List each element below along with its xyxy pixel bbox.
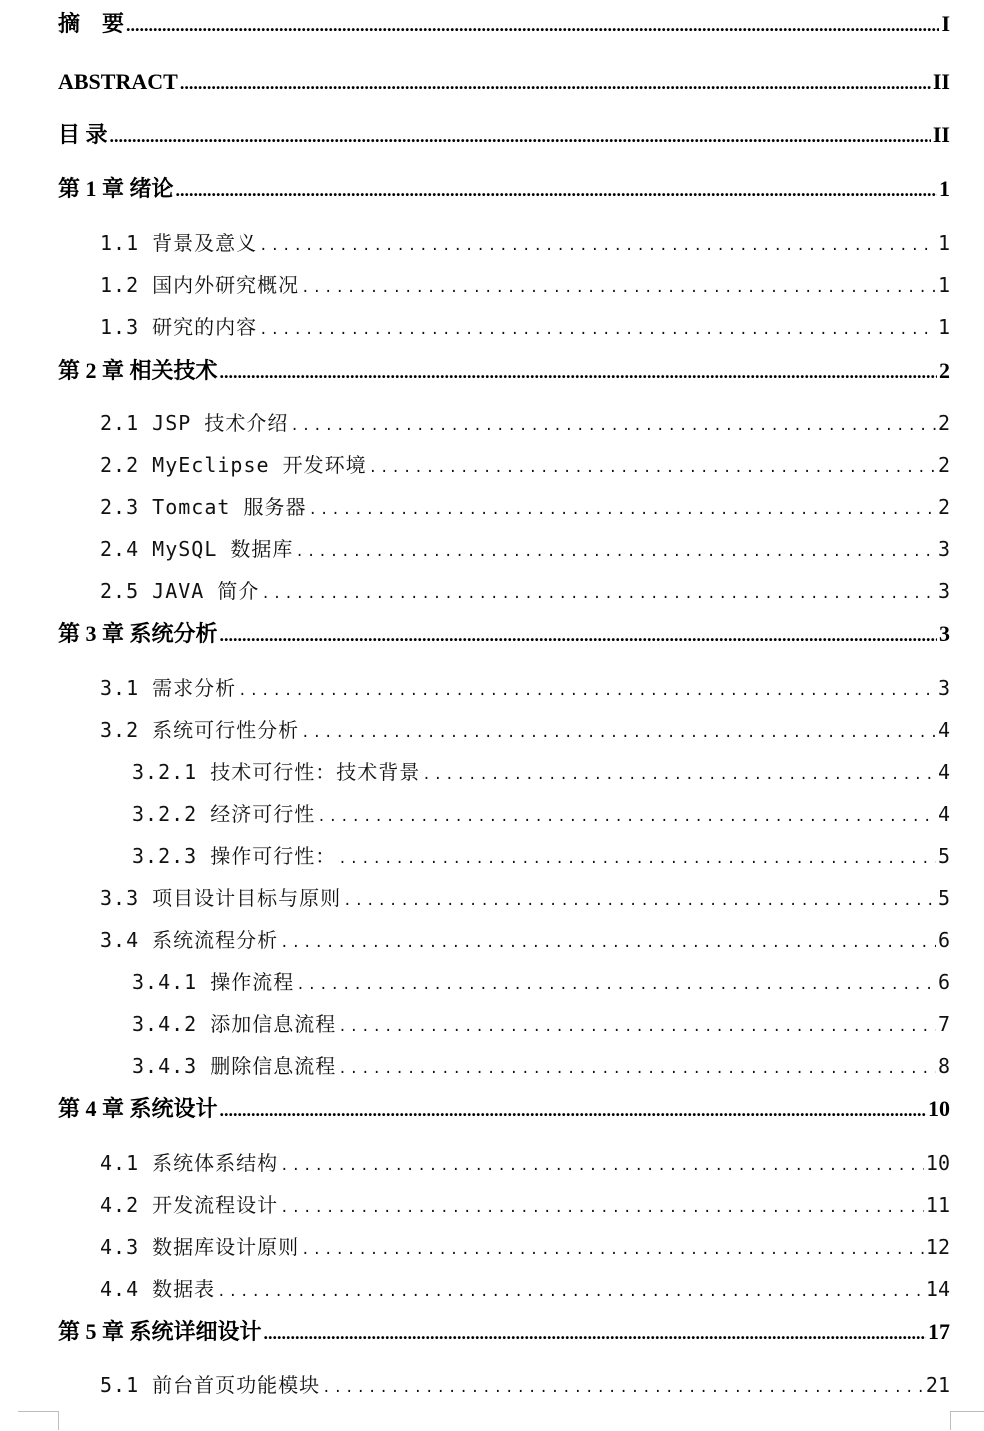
toc-page-number: 1: [937, 315, 950, 339]
toc-label: 2.1 JSP 技术介绍: [100, 411, 289, 435]
toc-entry-3-4-1: [132, 968, 950, 996]
dot-leader: [259, 316, 936, 344]
dot-leader: [264, 1319, 926, 1347]
toc-entry-contents: [58, 121, 950, 149]
toc-page-number: 2: [937, 411, 950, 435]
dot-leader: [280, 1152, 924, 1180]
dot-leader: [180, 69, 931, 97]
toc-entry-3-2-1: [132, 758, 950, 786]
toc-entry-chapter-1: [58, 175, 950, 203]
toc-entry-chapter-5: [58, 1318, 950, 1346]
toc-label: 3.2.1 技术可行性：技术背景: [132, 760, 421, 784]
toc-entry-abstract-cn: [58, 10, 950, 38]
toc-entry-3-1: [100, 674, 950, 702]
dot-leader: [301, 719, 936, 747]
toc-page-number: 3: [937, 676, 950, 700]
dot-leader: [110, 122, 931, 150]
toc-entry-chapter-3: [58, 620, 950, 648]
toc-label: 4.3 数据库设计原则: [100, 1235, 300, 1259]
dot-leader: [338, 845, 936, 873]
toc-page-number: 1: [937, 273, 950, 297]
toc-entry-5-1: [100, 1371, 950, 1399]
toc-label: 5.1 前台首页功能模块: [100, 1373, 321, 1397]
toc-page-number: II: [932, 69, 950, 94]
dot-leader: [259, 232, 936, 260]
dot-leader: [369, 454, 936, 482]
toc-label: 第 4 章 系统设计: [58, 1096, 218, 1121]
toc-label: 4.2 开发流程设计: [100, 1193, 279, 1217]
toc-label: 3.4.1 操作流程: [132, 970, 295, 994]
toc-label: 第 5 章 系统详细设计: [58, 1319, 262, 1344]
dot-leader: [301, 1236, 924, 1264]
toc-label: 3.2.2 经济可行性: [132, 802, 316, 826]
page-corner-mark-right: [950, 1411, 984, 1430]
toc-label: 第 3 章 系统分析: [58, 621, 218, 646]
toc-entry-2-2: [100, 451, 950, 479]
toc-label: 2.4 MySQL 数据库: [100, 537, 294, 561]
toc-entry-abstract-en: [58, 68, 950, 96]
toc-label: 第 1 章 绪论: [58, 176, 174, 201]
toc-label: 3.4.3 删除信息流程: [132, 1054, 337, 1078]
toc-label: 4.4 数据表: [100, 1277, 216, 1301]
dot-leader: [290, 412, 936, 440]
toc-entry-1-2: [100, 271, 950, 299]
toc-page-number: 7: [937, 1012, 950, 1036]
toc-label: 1.2 国内外研究概况: [100, 273, 300, 297]
toc-page-number: 5: [937, 886, 950, 910]
dot-leader: [220, 358, 937, 386]
toc-page-number: 12: [925, 1235, 950, 1259]
toc-label: 2.3 Tomcat 服务器: [100, 495, 307, 519]
toc-page-number: 11: [925, 1193, 950, 1217]
toc-label: 目 录: [58, 122, 108, 147]
toc-page-number: 4: [937, 802, 950, 826]
toc-entry-3-4-2: [132, 1010, 950, 1038]
dot-leader: [220, 1096, 926, 1124]
dot-leader: [338, 1055, 936, 1083]
dot-leader: [261, 580, 936, 608]
dot-leader: [220, 621, 937, 649]
toc-label: 3.2.3 操作可行性：: [132, 844, 337, 868]
toc-label: 3.2 系统可行性分析: [100, 718, 300, 742]
dot-leader: [238, 677, 936, 705]
dot-leader: [217, 1278, 924, 1306]
dot-leader: [422, 761, 936, 789]
toc-page-number: 10: [925, 1151, 950, 1175]
toc-label: 3.4.2 添加信息流程: [132, 1012, 337, 1036]
toc-page-number: 17: [928, 1319, 950, 1344]
toc-entry-3-4: [100, 926, 950, 954]
toc-entry-2-3: [100, 493, 950, 521]
toc-entry-chapter-2: [58, 357, 950, 385]
toc-entry-3-2: [100, 716, 950, 744]
toc-page-number: 3: [939, 621, 950, 646]
toc-label: 2.5 JAVA 简介: [100, 579, 260, 603]
toc-page-number: 2: [937, 453, 950, 477]
toc-page-number: 2: [939, 358, 950, 383]
toc-page-number: I: [941, 11, 950, 36]
toc-label: 3.4 系统流程分析: [100, 928, 279, 952]
toc-label: 第 2 章 相关技术: [58, 358, 218, 383]
toc-page-number: 6: [937, 928, 950, 952]
toc-page-number: 14: [925, 1277, 950, 1301]
dot-leader: [176, 176, 937, 204]
page-corner-mark-left: [18, 1411, 59, 1430]
toc-entry-4-4: [100, 1275, 950, 1303]
toc-label: 摘 要: [58, 11, 125, 36]
dot-leader: [338, 1013, 936, 1041]
toc-label: 3.1 需求分析: [100, 676, 237, 700]
dot-leader: [343, 887, 936, 915]
toc-page-number: 2: [937, 495, 950, 519]
dot-leader: [126, 11, 939, 39]
toc-page-number: 8: [937, 1054, 950, 1078]
toc-entry-2-1: [100, 409, 950, 437]
toc-entry-3-4-3: [132, 1052, 950, 1080]
dot-leader: [317, 803, 936, 831]
toc-label: 2.2 MyEclipse 开发环境: [100, 453, 367, 477]
dot-leader: [301, 274, 936, 302]
toc-page-number: 10: [928, 1096, 950, 1121]
toc-entry-3-2-2: [132, 800, 950, 828]
toc-entry-1-1: [100, 229, 950, 257]
dot-leader: [280, 929, 936, 957]
toc-label: 3.3 项目设计目标与原则: [100, 886, 342, 910]
dot-leader: [308, 496, 936, 524]
toc-page-number: 3: [937, 579, 950, 603]
toc-page-number: 6: [937, 970, 950, 994]
dot-leader: [296, 971, 936, 999]
toc-page-number: 4: [937, 760, 950, 784]
toc-page-number: II: [932, 122, 950, 147]
toc-entry-1-3: [100, 313, 950, 341]
toc-entry-2-5: [100, 577, 950, 605]
toc-page-number: 4: [937, 718, 950, 742]
toc-entry-4-2: [100, 1191, 950, 1219]
toc-page-number: 21: [925, 1373, 950, 1397]
toc-label: 1.3 研究的内容: [100, 315, 258, 339]
toc-label: 4.1 系统体系结构: [100, 1151, 279, 1175]
dot-leader: [280, 1194, 924, 1222]
dot-leader: [295, 538, 936, 566]
toc-entry-4-1: [100, 1149, 950, 1177]
toc-page-number: 1: [937, 231, 950, 255]
toc-entry-chapter-4: [58, 1095, 950, 1123]
toc-page-number: 1: [939, 176, 950, 201]
toc-entry-2-4: [100, 535, 950, 563]
toc-entry-3-2-3: [132, 842, 950, 870]
toc-label: 1.1 背景及意义: [100, 231, 258, 255]
toc-page-number: 5: [937, 844, 950, 868]
toc-page-number: 3: [937, 537, 950, 561]
toc-label: ABSTRACT: [58, 69, 178, 94]
dot-leader: [322, 1374, 924, 1402]
toc-entry-4-3: [100, 1233, 950, 1261]
toc-entry-3-3: [100, 884, 950, 912]
